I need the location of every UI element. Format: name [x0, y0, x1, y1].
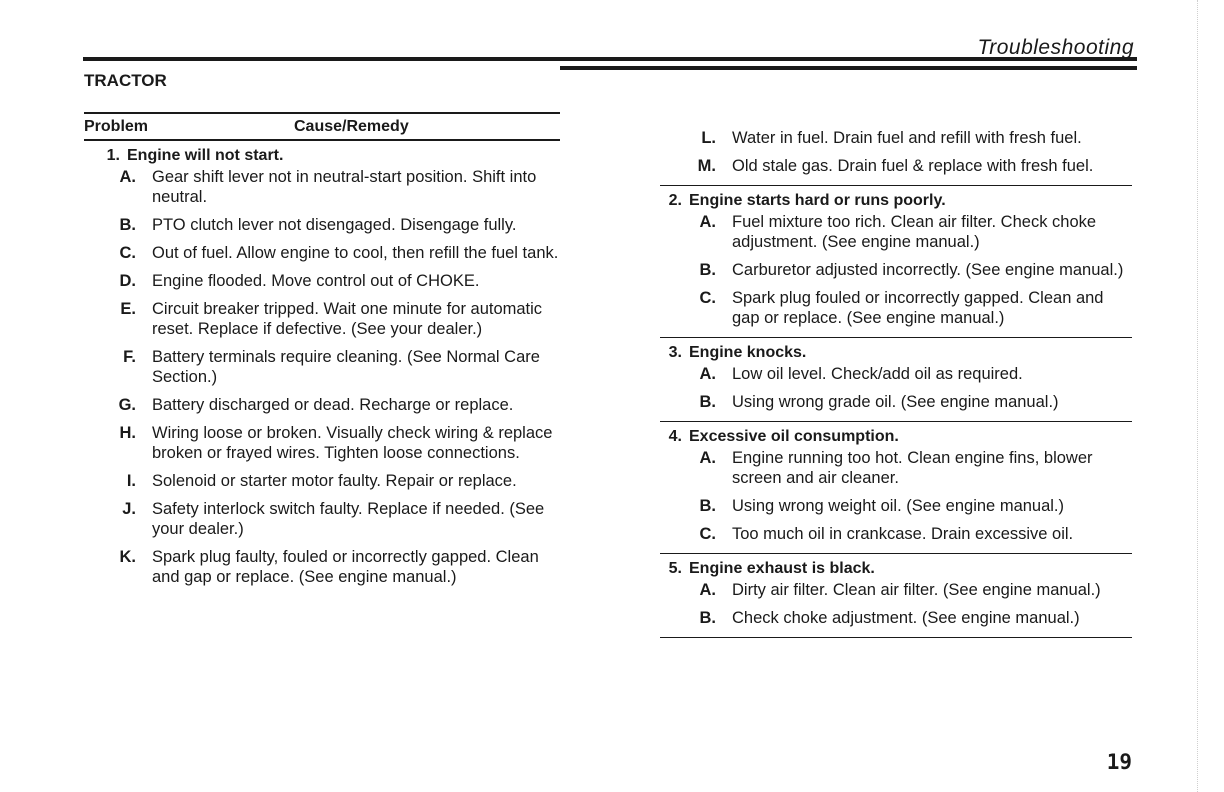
- remedy-text: Old stale gas. Drain fuel & replace with fresh fuel.: [732, 157, 1094, 175]
- remedy-text: Battery terminals require cleaning. (See Normal Care Section.): [152, 348, 540, 386]
- remedy-item: [660, 580, 1132, 600]
- remedy-text: Battery discharged or dead. Recharge or replace.: [152, 396, 514, 414]
- remedy-item: [660, 260, 1132, 280]
- remedy-text: Solenoid or starter motor faulty. Repair or replace.: [152, 472, 517, 490]
- remedy-letter: G.: [118, 396, 136, 414]
- right-column: [660, 128, 1132, 644]
- remedy-item: [84, 547, 560, 587]
- remedy-item: [660, 212, 1132, 252]
- remedy-text: Engine flooded. Move control out of CHOKE.: [152, 272, 480, 290]
- column-header-problem: Problem: [84, 118, 149, 135]
- problem-item: [660, 344, 1132, 422]
- problem-text: Engine knocks.: [689, 344, 807, 361]
- remedy-text: Water in fuel. Drain fuel and refill with fresh fuel.: [732, 129, 1082, 147]
- left-column: [84, 112, 560, 595]
- remedy-item: [84, 395, 560, 415]
- remedy-letter: C.: [119, 244, 136, 262]
- problem-item: [84, 147, 560, 587]
- problem-number: 2.: [668, 192, 682, 209]
- problem-number: 5.: [668, 560, 682, 577]
- remedy-text: Engine running too hot. Clean engine fins, blower screen and air cleaner.: [732, 449, 1093, 487]
- remedy-letter: C.: [699, 525, 716, 543]
- remedy-letter: D.: [119, 272, 136, 290]
- scan-edge: [1197, 0, 1220, 792]
- remedy-text: Low oil level. Check/add oil as required.: [732, 365, 1023, 383]
- remedy-letter: L.: [701, 129, 716, 147]
- problem-title: [84, 147, 560, 165]
- page-header-title: Troubleshooting: [977, 36, 1134, 59]
- remedy-letter: A.: [699, 365, 716, 383]
- problem-item: [660, 192, 1132, 338]
- problem-text: Engine starts hard or runs poorly.: [689, 192, 946, 209]
- column-header-cause: Cause/Remedy: [294, 118, 409, 135]
- remedy-letter: M.: [697, 157, 716, 175]
- page-number: 19: [1106, 750, 1132, 774]
- remedy-letter: C.: [699, 289, 716, 307]
- remedy-item: [84, 423, 560, 463]
- problem-text: Engine exhaust is black.: [689, 560, 875, 577]
- header-rule-thick: [560, 66, 1137, 70]
- remedy-text: Out of fuel. Allow engine to cool, then refill the fuel tank.: [152, 244, 559, 262]
- remedy-letter: B.: [699, 609, 716, 627]
- remedy-item: [660, 496, 1132, 516]
- remedy-item: [660, 288, 1132, 328]
- problem-number: 4.: [668, 428, 682, 445]
- table-header: [84, 114, 560, 141]
- remedy-item: [84, 243, 560, 263]
- remedy-text: Safety interlock switch faulty. Replace if needed. (See your dealer.): [152, 500, 545, 538]
- remedy-letter: H.: [119, 424, 136, 442]
- remedy-letter: B.: [699, 393, 716, 411]
- problem-title: [660, 560, 1132, 578]
- remedy-item: [660, 608, 1132, 628]
- remedy-item: [84, 299, 560, 339]
- remedy-text: Fuel mixture too rich. Clean air filter. Check choke adjustment. (See engine manual.): [732, 213, 1097, 251]
- remedy-item: [84, 167, 560, 207]
- remedy-letter: F.: [123, 348, 136, 366]
- remedy-letter: B.: [699, 497, 716, 515]
- remedy-text: Using wrong grade oil. (See engine manual.): [732, 393, 1059, 411]
- problem-number: 1.: [106, 147, 120, 164]
- remedy-item: [660, 392, 1132, 412]
- section-title: TRACTOR: [84, 71, 167, 90]
- problem-number: 3.: [668, 344, 682, 361]
- remedy-text: Spark plug faulty, fouled or incorrectly gapped. Clean and gap or replace. (See engine manual.): [152, 548, 539, 586]
- problem-item: [660, 428, 1132, 554]
- remedy-letter: B.: [699, 261, 716, 279]
- remedy-letter: A.: [699, 449, 716, 467]
- problem-text: Excessive oil consumption.: [689, 428, 899, 445]
- remedy-text: Gear shift lever not in neutral-start position. Shift into neutral.: [152, 168, 537, 206]
- remedy-item: [660, 364, 1132, 384]
- remedy-item: [84, 499, 560, 539]
- problem-title: [660, 192, 1132, 210]
- remedy-item: [660, 524, 1132, 544]
- remedy-letter: I.: [126, 472, 136, 490]
- remedy-letter: B.: [119, 216, 136, 234]
- problem-item: [660, 560, 1132, 638]
- problem-text: Engine will not start.: [127, 147, 284, 164]
- remedy-item: [660, 128, 1132, 148]
- remedy-text: Check choke adjustment. (See engine manual.): [732, 609, 1080, 627]
- problem-title: [660, 428, 1132, 446]
- remedy-item: [84, 271, 560, 291]
- remedy-letter: J.: [122, 500, 136, 518]
- remedy-letter: A.: [699, 581, 716, 599]
- problem-title: [660, 344, 1132, 362]
- remedy-item: [660, 156, 1132, 176]
- remedy-item: [84, 215, 560, 235]
- remedy-text: PTO clutch lever not disengaged. Disengage fully.: [152, 216, 517, 234]
- remedy-item: [660, 448, 1132, 488]
- remedy-text: Spark plug fouled or incorrectly gapped. Clean and gap or replace. (See engine manual.): [732, 289, 1104, 327]
- remedy-item: [84, 347, 560, 387]
- remedy-text: Using wrong weight oil. (See engine manual.): [732, 497, 1065, 515]
- remedy-letter: A.: [119, 168, 136, 186]
- remedy-text: Circuit breaker tripped. Wait one minute for automatic reset. Replace if defective. (See your dealer.): [152, 300, 543, 338]
- remedy-text: Wiring loose or broken. Visually check wiring & replace broken or frayed wires. Tighten loose connections.: [152, 424, 553, 462]
- remedy-text: Too much oil in crankcase. Drain excessive oil.: [732, 525, 1074, 543]
- continued-remedies: [660, 128, 1132, 186]
- remedy-letter: A.: [699, 213, 716, 231]
- remedy-text: Carburetor adjusted incorrectly. (See engine manual.): [732, 261, 1124, 279]
- remedy-letter: K.: [119, 548, 136, 566]
- remedy-item: [84, 471, 560, 491]
- remedy-letter: E.: [120, 300, 136, 318]
- remedy-text: Dirty air filter. Clean air filter. (See engine manual.): [732, 581, 1101, 599]
